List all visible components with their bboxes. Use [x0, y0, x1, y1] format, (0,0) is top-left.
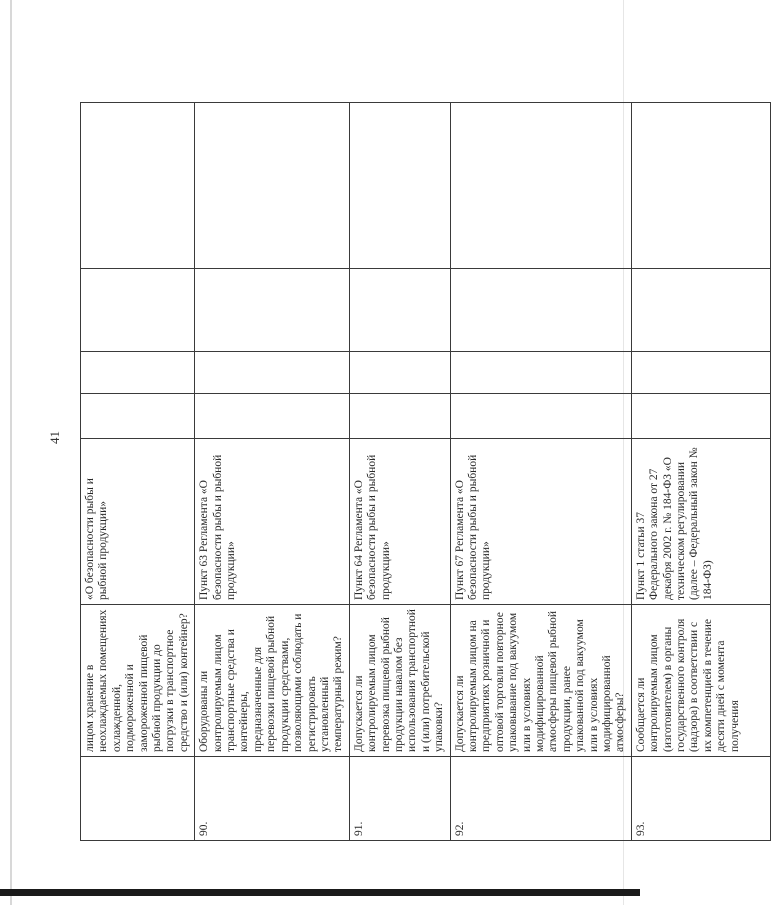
requirement-question: Оборудованы ли контролируемым лицом транспортные средства и контейнеры, предназначенные для перевозки пищевой рыбной продукции средствами, позволяющими соблюдать и регистрировать установленный температурный режим? [195, 605, 349, 757]
legal-reference: Пункт 1 статьи 37 Федерального закона от 27 декабря 2002 г. № 184-ФЗ «О техническом регулировании (далее – Федеральный закон № 184-ФЗ) [631, 439, 770, 605]
row-number [81, 757, 195, 841]
legal-reference: Пункт 64 Регламента «О безопасности рыбы и рыбной продукции» [349, 439, 450, 605]
note-cell [81, 103, 195, 269]
row-number: 93. [631, 757, 770, 841]
note-cell [450, 103, 631, 269]
legal-reference: Пункт 63 Регламента «О безопасности рыбы и рыбной продукции» [195, 439, 349, 605]
answer-yes-cell [349, 394, 450, 439]
note-cell [349, 103, 450, 269]
answer-no-cell [450, 352, 631, 394]
requirement-question: Сообщается ли контролируемым лицом (изготовителем) в органы государственного контроля (надзора) в соответствии с их компетенцией в течение десяти дней с момента получения [631, 605, 770, 757]
answer-no-cell [631, 352, 770, 394]
table-row [349, 103, 450, 841]
answer-yes-cell [631, 394, 770, 439]
row-number: 90. [195, 757, 349, 841]
checklist-table-container [80, 103, 741, 841]
answer-no-cell [195, 352, 349, 394]
note-cell [195, 103, 349, 269]
row-number: 91. [349, 757, 450, 841]
legal-reference: Пункт 67 Регламента «О безопасности рыбы и рыбной продукции» [450, 439, 631, 605]
answer-not-applicable-cell [631, 269, 770, 352]
requirement-question: Допускается ли контролируемым лицом на предприятиях розничной и оптовой торговли повторное упаковывание под вакуумом или в условиях модифицированной атмосферы пищевой рыбной продукции, ранее упакованной под вакуумом или в условиях модифицированной атмосферы? [450, 605, 631, 757]
answer-not-applicable-cell [349, 269, 450, 352]
page-number: 41 [47, 431, 62, 444]
answer-yes-cell [81, 394, 195, 439]
table-row [195, 103, 349, 841]
table-row [631, 103, 770, 841]
answer-yes-cell [195, 394, 349, 439]
answer-not-applicable-cell [195, 269, 349, 352]
answer-not-applicable-cell [450, 269, 631, 352]
answer-not-applicable-cell [81, 269, 195, 352]
row-number: 92. [450, 757, 631, 841]
requirement-question: Допускается ли контролируемым лицом перевозка пищевой рыбной продукции навалом без использования транспортной и (или) потребительской упаковки? [349, 605, 450, 757]
checklist-table [80, 102, 771, 841]
table-row [81, 103, 195, 841]
requirement-question: лицом хранение в неохлаждаемых помещениях охлажденной, подмороженной и замороженной пищевой рыбной продукции до погрузки в транспортное средство и (или) контейнер? [81, 605, 195, 757]
answer-yes-cell [450, 394, 631, 439]
table-row [450, 103, 631, 841]
note-cell [631, 103, 770, 269]
answer-no-cell [349, 352, 450, 394]
legal-reference: «О безопасности рыбы и рыбной продукции» [81, 439, 195, 605]
scan-edge-bottom [0, 889, 640, 896]
answer-no-cell [81, 352, 195, 394]
scan-edge-left [10, 0, 12, 905]
